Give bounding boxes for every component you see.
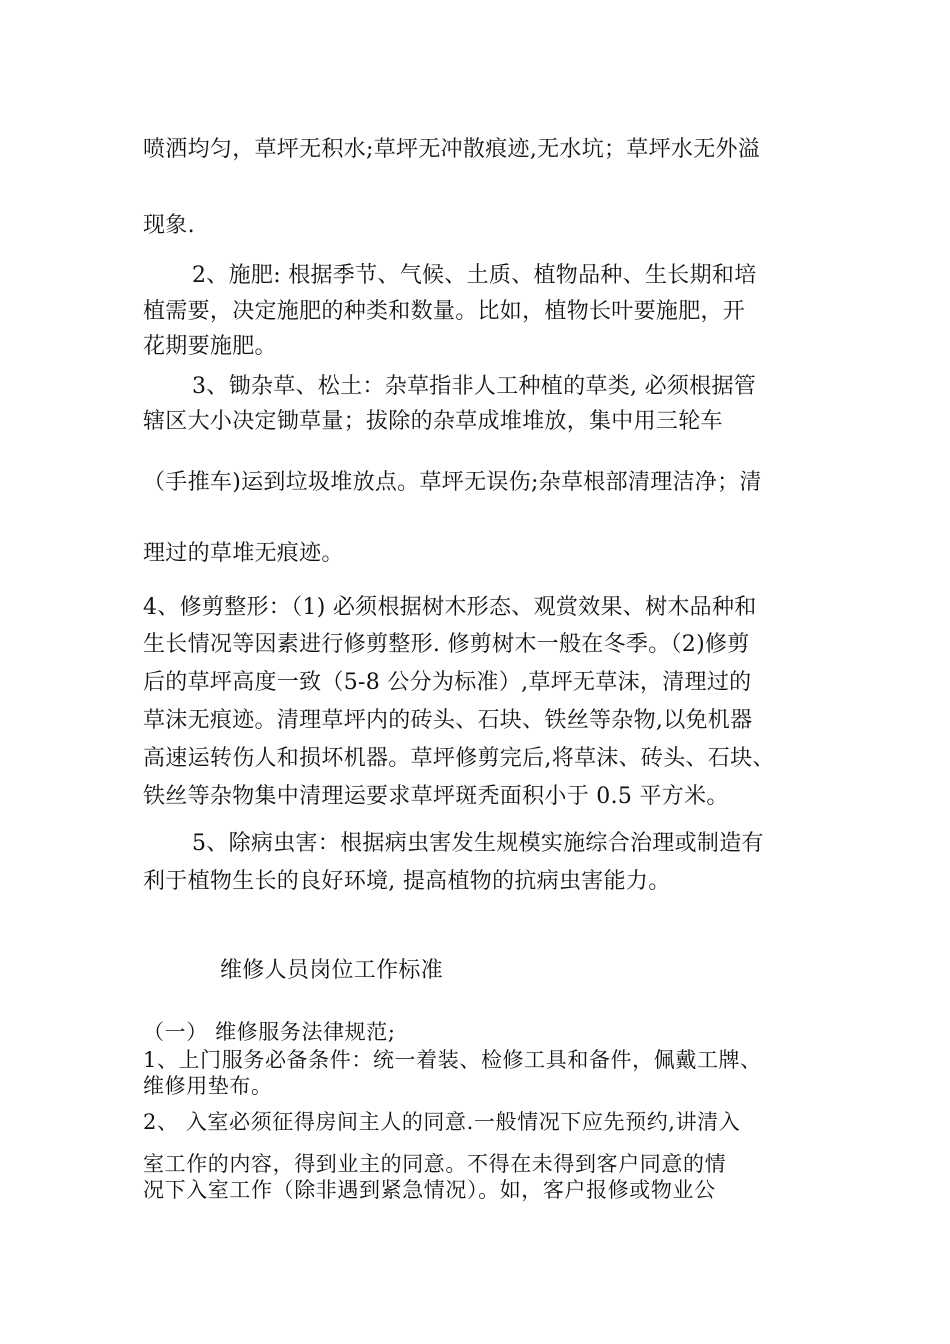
paragraph-text: 5、除病虫害：根据病虫害发生规模实施综合治理或制造有 bbox=[192, 831, 764, 856]
section-title: 维修人员岗位工作标准 bbox=[220, 958, 444, 983]
section-heading: （一） 维修服务法律规范; bbox=[143, 1020, 396, 1044]
text-line: 后的草坪高度一致（5-8 公分为标准）,草坪无草沫，清理过的 bbox=[143, 670, 752, 695]
text-line: 铁丝等杂物集中清理运要求草坪斑秃面积小于 0.5 平方米。 bbox=[143, 784, 729, 809]
text-line: 况下入室工作（除非遇到紧急情况）。如，客户报修或物业公 bbox=[143, 1178, 716, 1202]
paragraph-text: 1、上门服务必备条件：统一着装、检修工具和备件，佩戴工牌、 bbox=[143, 1048, 762, 1072]
text-line: （手推车)运到垃圾堆放点。草坪无误伤;杂草根部清理洁净；清 bbox=[143, 470, 762, 495]
paragraph-text: 3、锄杂草、松土：杂草指非人工种植的草类, 必须根据管 bbox=[192, 374, 757, 399]
text-line: 喷洒均匀，草坪无积水;草坪无冲散痕迹,无水坑；草坪水无外溢 bbox=[143, 137, 761, 162]
text-line: 理过的草堆无痕迹。 bbox=[143, 541, 344, 566]
text-line: 利于植物生长的良好环境, 提高植物的抗病虫害能力。 bbox=[143, 869, 671, 894]
text-line: 辖区大小决定锄草量；拔除的杂草成堆堆放，集中用三轮车 bbox=[143, 409, 723, 434]
text-line: 植需要，决定施肥的种类和数量。比如，植物长叶要施肥，开 bbox=[143, 299, 746, 324]
paragraph-text: 2、施肥: 根据季节、气候、土质、植物品种、生长期和培 bbox=[192, 263, 757, 288]
text-line: 室工作的内容，得到业主的同意。不得在未得到客户同意的情 bbox=[143, 1152, 727, 1176]
paragraph-text: 2、 入室必须征得房间主人的同意.一般情况下应先预约,讲清入 bbox=[143, 1110, 741, 1134]
text-line: 草沫无痕迹。清理草坪内的砖头、石块、铁丝等杂物,以免机器 bbox=[143, 708, 753, 733]
text-line: 花期要施肥。 bbox=[143, 334, 277, 359]
text-line: 高速运转伤人和损坏机器。草坪修剪完后,将草沫、砖头、石块、 bbox=[143, 746, 775, 771]
text-line: 生长情况等因素进行修剪整形. 修剪树木一般在冬季。（2)修剪 bbox=[143, 632, 750, 657]
text-line: 现象. bbox=[143, 213, 195, 238]
paragraph-text: 4、修剪整形：（1) 必须根据树木形态、观赏效果、树木品种和 bbox=[143, 595, 757, 620]
text-line: 维修用垫布。 bbox=[143, 1074, 273, 1098]
